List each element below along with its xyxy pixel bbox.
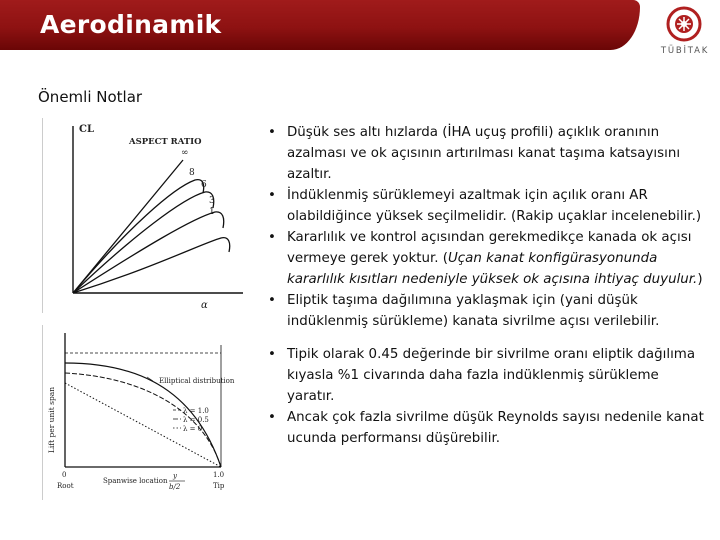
root-label: Root xyxy=(57,482,74,490)
alpha-axis-label: α xyxy=(201,300,208,311)
tubitak-logo-icon xyxy=(660,4,708,44)
note-item xyxy=(262,344,710,407)
note-text: Kararlılık ve kontrol açısından gerekmedikçe kanada ok açısı vermeye gerek yoktur. ( xyxy=(287,230,692,266)
spanwise-axis-label: Spanwise location xyxy=(103,477,168,485)
logo-wordmark: TÜBİTAK xyxy=(660,46,710,56)
note-item xyxy=(262,290,710,332)
x-end-label: 1.0 xyxy=(213,471,225,479)
tip-label: Tip xyxy=(213,482,225,490)
label-ar-3: 3 xyxy=(209,196,215,206)
x-start-label: 0 xyxy=(62,471,67,479)
note-item xyxy=(262,185,710,227)
aspect-ratio-title: ASPECT RATIO xyxy=(129,137,202,147)
x-unit-numerator: y xyxy=(173,472,177,480)
elliptical-label: Elliptical distribution xyxy=(159,377,235,385)
curve-ar-3 xyxy=(73,212,224,293)
note-text: Ancak çok fazla sivrilme düşük Reynolds sayısı nedenile kanat ucunda performansı düşürebilir. xyxy=(287,410,704,446)
lift-axis-label: Lift per unit span xyxy=(47,386,56,454)
note-text-closing: ) xyxy=(697,272,703,287)
slide-title: Aerodinamik xyxy=(40,10,222,39)
note-item xyxy=(262,122,710,185)
label-ar-infinity: ∞ xyxy=(181,148,189,158)
legend-taper-0-5: λ = 0.5 xyxy=(183,416,209,424)
cl-alpha-figure xyxy=(42,118,248,313)
note-text: İndüklenmiş sürüklemeyi azaltmak için açılık oranı AR olabildiğince yüksek seçilmelidir. (Rakip uçaklar incelenebilir.) xyxy=(287,188,702,224)
note-text: Tipik olarak 0.45 değerinde bir sivrilme oranı eliptik dağılıma kıyasla %1 civarında daha fazla indüklenmiş sürükleme yaratır. xyxy=(287,347,696,404)
note-item xyxy=(262,407,710,449)
cl-axis-label: CL xyxy=(79,124,94,135)
curve-ar-8 xyxy=(73,180,204,293)
label-ar-8: 8 xyxy=(189,168,195,178)
notes-list xyxy=(262,122,710,449)
label-ar-1: 1 xyxy=(209,207,215,217)
legend-taper-0: λ = 0 xyxy=(183,425,203,433)
note-text: Eliptik taşıma dağılımına yaklaşmak için (yani düşük indüklenmiş sürükleme) kanata sivrilme açısı verilebilir. xyxy=(287,293,660,329)
section-subtitle: Önemli Notlar xyxy=(38,88,143,106)
note-italic-text: Uçan kanat konfigürasyonunda kararlılık kısıtları nedeniyle yüksek ok açısına ihtiyaç duyulur. xyxy=(287,251,698,287)
x-unit-denominator: b/2 xyxy=(169,483,181,491)
slide-header xyxy=(0,0,720,62)
lift-distribution-figure xyxy=(42,325,248,500)
note-item xyxy=(262,227,710,290)
note-text: Düşük ses altı hızlarda (İHA uçuş profili) açıklık oranının azalması ve ok açısının artırılması kanat taşıma katsayısını azaltır. xyxy=(287,125,681,182)
legend-taper-1-0: λ = 1.0 xyxy=(183,407,209,415)
label-ar-6: 6 xyxy=(201,180,207,190)
